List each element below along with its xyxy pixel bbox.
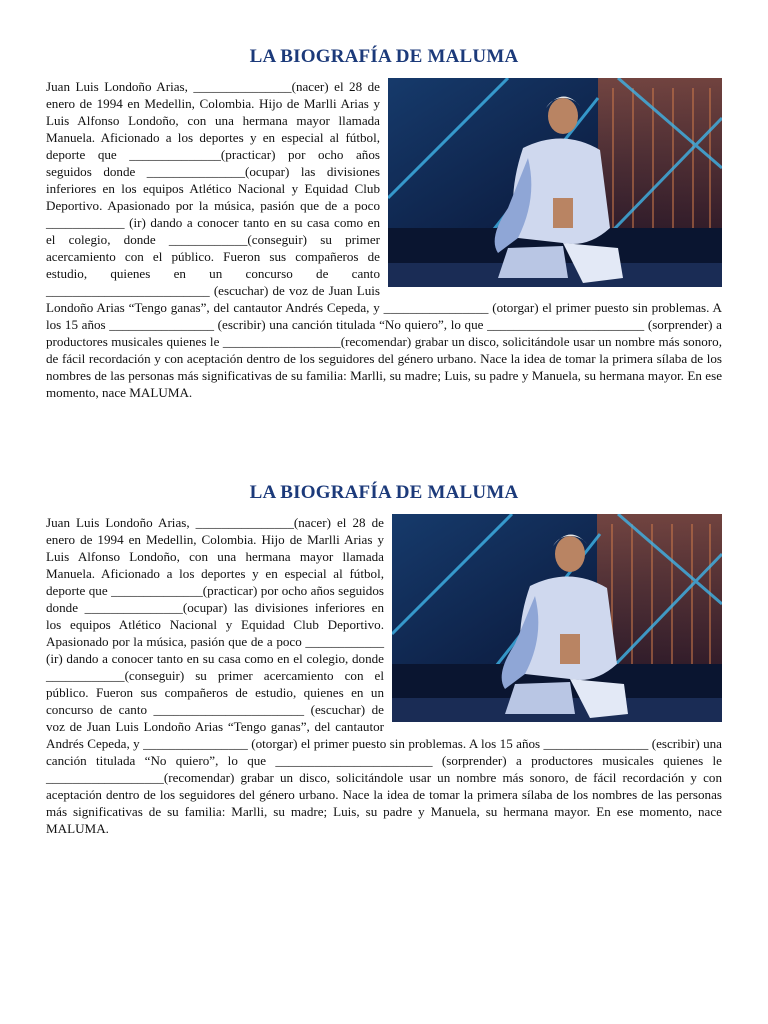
page-title: LA BIOGRAFÍA DE MALUMA	[249, 46, 519, 67]
biography-paragraph: Juan Luis Londoño Arias, _______________(nacer) el 28 de enero de 1994 en Medellin, Colombia. Hijo de Marlli Arias y Luis Alfonso Londoño, con una hermana mayor llamada Manuela. Aficionado a los deportes y en especial al fútbol, deporte que ______________(practicar) por ocho años seguidos donde _______________(ocupar) las divisiones inferiores en los equipos Atlético Nacional y Equidad Club Deportivo. Apasionado por la música, pasión que de a poco ____________ (ir) dando a conocer tanto en su casa como en el colegio, donde ____________(conseguir) su primer acercamiento con el público. Fueron sus compañeros de estudio, quienes en un concurso de canto _________________________ (escuchar) de voz de Juan Luis Londoño Arias “Tengo ganas”, del cantautor Andrés Cepeda, y ________________ (otorgar) el primer puesto sin problemas. A los 15 años ________________ (escribir) una canción titulada “No quiero”, lo que ________________________ (sorprender) a productores musicales quienes le __________________(recomendar) grabar un disco, solicitándole usar un nombre más sonoro, de fácil recordación y con aceptación dentro de los seguidores del género urbano. Nace la idea de tomar la primera sílaba de los nombres de las personas más significativas de su familia: Marlli, su madre; Luis, su padre y Manuela, su hermana mayor. En ese momento, nace MALUMA.	[46, 79, 722, 400]
biography-paragraph: Juan Luis Londoño Arias, _______________(nacer) el 28 de enero de 1994 en Medellin, Colombia. Hijo de Marlli Arias y Luis Alfonso Londoño, con una hermana mayor llamada Manuela. Aficionado a los deportes y en especial al fútbol, deporte que ______________(practicar) por ocho años seguidos donde _______________(ocupar) las divisiones inferiores en los equipos Atlético Nacional y Equidad Club Deportivo. Apasionado por la música, pasión que de a poco ____________ (ir) dando a conocer tanto en su casa como en el colegio, donde ____________(conseguir) su primer acercamiento con el público. Fueron sus compañeros de estudio, quienes en un concurso de canto _______________________ (escuchar) de voz de Juan Luis Londoño Arias “Tengo ganas”, del cantautor Andrés Cepeda, y ________________ (otorgar) el primer puesto sin problemas. A los 15 años ________________ (escribir) una canción titulada “No quiero”, lo que ________________________ (sorprender) a productores musicales quienes le __________________(recomendar) grabar un disco, solicitándole usar un nombre más sonoro, de fácil recordación y con aceptación dentro de los seguidores del género urbano. Nace la idea de tomar la primera sílaba de los nombres de las personas más significativas de su familia: Marlli, su madre; Luis, su padre y Manuela, su hermana mayor. En ese momento, nace MALUMA.	[46, 515, 722, 836]
concert-photo	[388, 78, 722, 287]
biography-section-2	[46, 482, 722, 837]
biography-section-1	[46, 46, 722, 401]
concert-photo	[392, 514, 722, 722]
page-title: LA BIOGRAFÍA DE MALUMA	[249, 482, 519, 503]
